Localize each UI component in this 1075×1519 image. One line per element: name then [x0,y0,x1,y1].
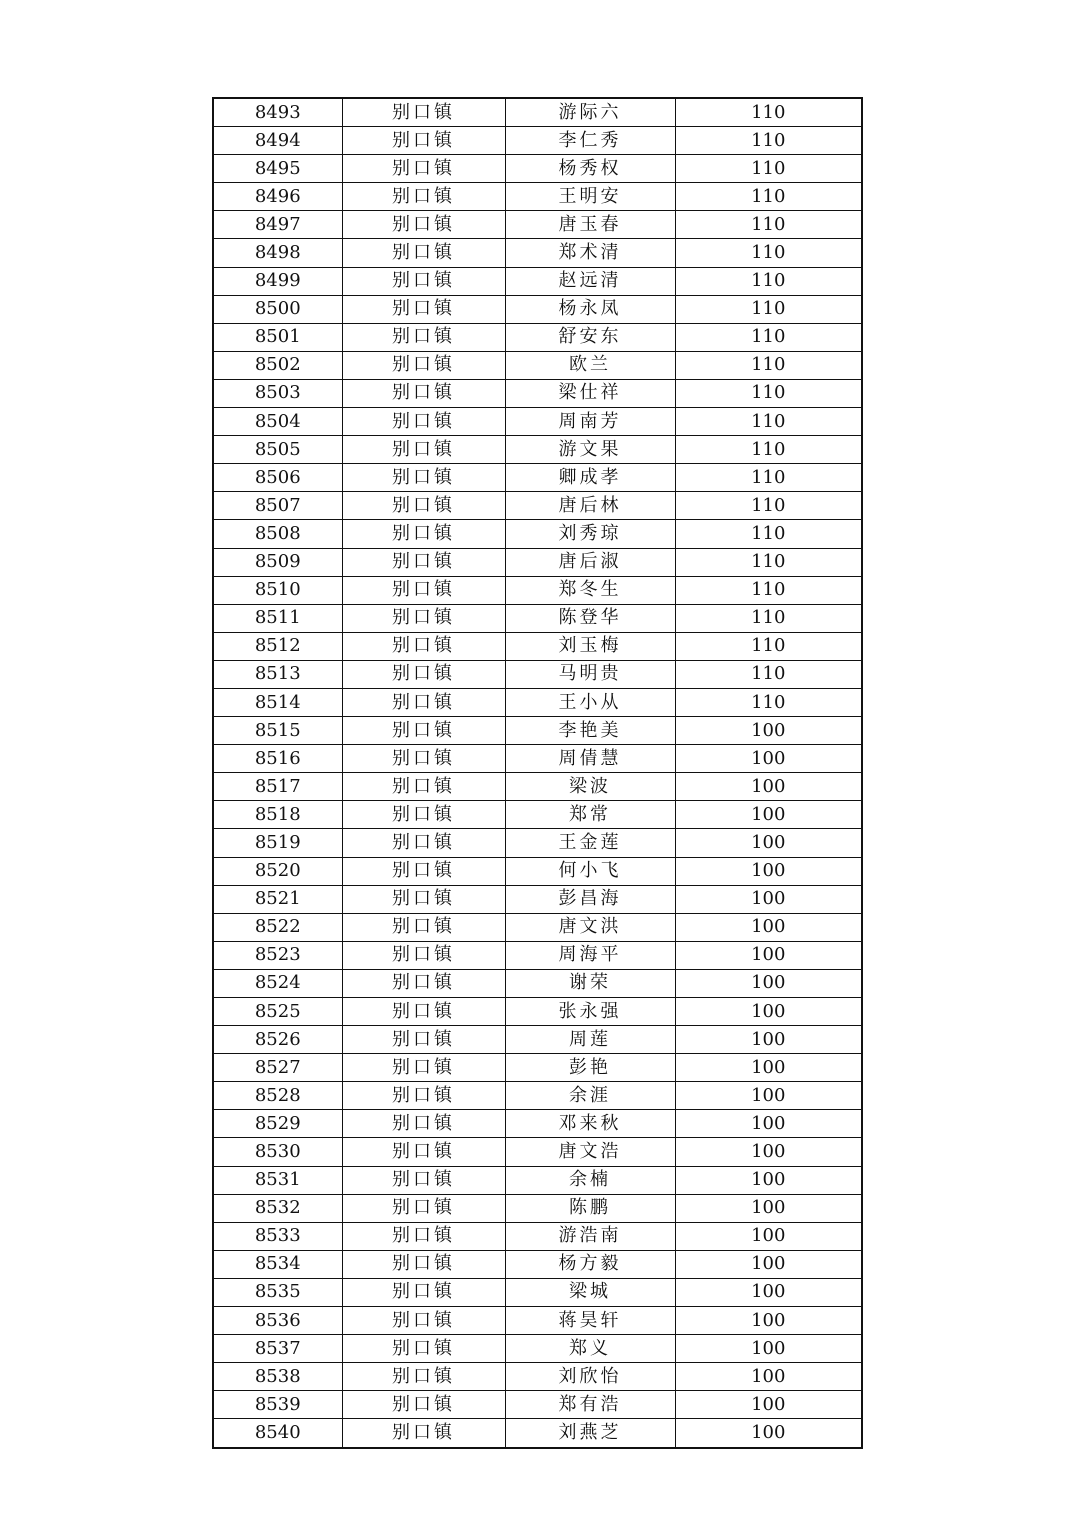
town-cell: 别口镇 [342,604,505,632]
person-name-cell: 郑有浩 [505,1391,675,1419]
serial-number-cell: 8507 [213,492,342,520]
table-row [213,295,862,323]
amount-cell: 100 [675,1363,862,1391]
serial-number-cell: 8496 [213,183,342,211]
table-row [213,436,862,464]
town-cell: 别口镇 [342,323,505,351]
town-cell: 别口镇 [342,913,505,941]
table-row [213,1363,862,1391]
town-cell: 别口镇 [342,98,505,127]
person-name-cell: 彭昌海 [505,885,675,913]
amount-cell: 100 [675,857,862,885]
serial-number-cell: 8518 [213,801,342,829]
town-cell: 别口镇 [342,464,505,492]
table-row [213,127,862,155]
town-cell: 别口镇 [342,576,505,604]
amount-cell: 110 [675,576,862,604]
town-cell: 别口镇 [342,239,505,267]
town-cell: 别口镇 [342,1278,505,1306]
table-row [213,239,862,267]
amount-cell: 110 [675,436,862,464]
serial-number-cell: 8521 [213,885,342,913]
town-cell: 别口镇 [342,717,505,745]
amount-cell: 100 [675,913,862,941]
amount-cell: 100 [675,1419,862,1448]
town-cell: 别口镇 [342,1363,505,1391]
person-name-cell: 赵远清 [505,267,675,295]
table-row [213,717,862,745]
roster-table-body [213,98,862,1448]
town-cell: 别口镇 [342,492,505,520]
table-row [213,1222,862,1250]
table-row [213,969,862,997]
person-name-cell: 陈登华 [505,604,675,632]
town-cell: 别口镇 [342,1307,505,1335]
town-cell: 别口镇 [342,998,505,1026]
town-cell: 别口镇 [342,801,505,829]
person-name-cell: 何小飞 [505,857,675,885]
person-name-cell: 彭艳 [505,1054,675,1082]
person-name-cell: 余涯 [505,1082,675,1110]
town-cell: 别口镇 [342,155,505,183]
serial-number-cell: 8530 [213,1138,342,1166]
town-cell: 别口镇 [342,351,505,379]
town-cell: 别口镇 [342,1026,505,1054]
amount-cell: 110 [675,127,862,155]
amount-cell: 100 [675,1138,862,1166]
table-row [213,941,862,969]
amount-cell: 100 [675,1307,862,1335]
person-name-cell: 杨秀权 [505,155,675,183]
person-name-cell: 李仁秀 [505,127,675,155]
serial-number-cell: 8529 [213,1110,342,1138]
town-cell: 别口镇 [342,829,505,857]
person-name-cell: 郑冬生 [505,576,675,604]
person-name-cell: 游际六 [505,98,675,127]
person-name-cell: 游浩南 [505,1222,675,1250]
serial-number-cell: 8539 [213,1391,342,1419]
town-cell: 别口镇 [342,885,505,913]
amount-cell: 110 [675,183,862,211]
serial-number-cell: 8502 [213,351,342,379]
serial-number-cell: 8519 [213,829,342,857]
table-row [213,1391,862,1419]
serial-number-cell: 8508 [213,520,342,548]
table-row [213,1194,862,1222]
table-row [213,492,862,520]
serial-number-cell: 8534 [213,1250,342,1278]
town-cell: 别口镇 [342,969,505,997]
amount-cell: 100 [675,969,862,997]
town-cell: 别口镇 [342,745,505,773]
amount-cell: 110 [675,688,862,716]
town-cell: 别口镇 [342,773,505,801]
table-row [213,1082,862,1110]
person-name-cell: 蒋昊轩 [505,1307,675,1335]
table-row [213,773,862,801]
amount-cell: 110 [675,239,862,267]
table-row [213,379,862,407]
person-name-cell: 卿成孝 [505,464,675,492]
serial-number-cell: 8525 [213,998,342,1026]
serial-number-cell: 8503 [213,379,342,407]
person-name-cell: 唐后林 [505,492,675,520]
person-name-cell: 唐玉春 [505,211,675,239]
amount-cell: 110 [675,295,862,323]
amount-cell: 110 [675,604,862,632]
amount-cell: 110 [675,492,862,520]
amount-cell: 100 [675,1335,862,1363]
amount-cell: 110 [675,408,862,436]
serial-number-cell: 8526 [213,1026,342,1054]
table-row [213,211,862,239]
table-row [213,998,862,1026]
person-name-cell: 游文果 [505,436,675,464]
table-row [213,688,862,716]
person-name-cell: 刘秀琼 [505,520,675,548]
table-row [213,1307,862,1335]
town-cell: 别口镇 [342,267,505,295]
person-name-cell: 邓来秋 [505,1110,675,1138]
serial-number-cell: 8501 [213,323,342,351]
town-cell: 别口镇 [342,1082,505,1110]
amount-cell: 100 [675,1222,862,1250]
town-cell: 别口镇 [342,688,505,716]
serial-number-cell: 8513 [213,660,342,688]
serial-number-cell: 8532 [213,1194,342,1222]
amount-cell: 100 [675,1082,862,1110]
table-row [213,913,862,941]
table-row [213,351,862,379]
person-name-cell: 陈鹏 [505,1194,675,1222]
serial-number-cell: 8514 [213,688,342,716]
table-row [213,801,862,829]
serial-number-cell: 8537 [213,1335,342,1363]
person-name-cell: 郑义 [505,1335,675,1363]
town-cell: 别口镇 [342,1391,505,1419]
town-cell: 别口镇 [342,1166,505,1194]
person-name-cell: 周海平 [505,941,675,969]
serial-number-cell: 8533 [213,1222,342,1250]
amount-cell: 100 [675,829,862,857]
amount-cell: 110 [675,155,862,183]
amount-cell: 100 [675,1054,862,1082]
town-cell: 别口镇 [342,1250,505,1278]
person-name-cell: 唐文洪 [505,913,675,941]
person-name-cell: 唐文浩 [505,1138,675,1166]
person-name-cell: 李艳美 [505,717,675,745]
town-cell: 别口镇 [342,379,505,407]
serial-number-cell: 8506 [213,464,342,492]
serial-number-cell: 8528 [213,1082,342,1110]
table-row [213,1110,862,1138]
serial-number-cell: 8500 [213,295,342,323]
serial-number-cell: 8515 [213,717,342,745]
person-name-cell: 周南芳 [505,408,675,436]
table-row [213,660,862,688]
serial-number-cell: 8523 [213,941,342,969]
serial-number-cell: 8498 [213,239,342,267]
amount-cell: 100 [675,1110,862,1138]
person-name-cell: 舒安东 [505,323,675,351]
table-row [213,829,862,857]
serial-number-cell: 8540 [213,1419,342,1448]
amount-cell: 100 [675,1391,862,1419]
town-cell: 别口镇 [342,520,505,548]
amount-cell: 110 [675,632,862,660]
person-name-cell: 刘欣怡 [505,1363,675,1391]
town-cell: 别口镇 [342,436,505,464]
serial-number-cell: 8497 [213,211,342,239]
amount-cell: 100 [675,773,862,801]
town-cell: 别口镇 [342,1138,505,1166]
town-cell: 别口镇 [342,1110,505,1138]
amount-cell: 100 [675,1194,862,1222]
serial-number-cell: 8505 [213,436,342,464]
person-name-cell: 郑常 [505,801,675,829]
amount-cell: 100 [675,801,862,829]
amount-cell: 100 [675,1278,862,1306]
table-row [213,1250,862,1278]
serial-number-cell: 8494 [213,127,342,155]
amount-cell: 110 [675,464,862,492]
serial-number-cell: 8512 [213,632,342,660]
person-name-cell: 杨永凤 [505,295,675,323]
amount-cell: 110 [675,379,862,407]
town-cell: 别口镇 [342,127,505,155]
town-cell: 别口镇 [342,1054,505,1082]
table-row [213,1138,862,1166]
serial-number-cell: 8493 [213,98,342,127]
amount-cell: 100 [675,885,862,913]
amount-cell: 110 [675,323,862,351]
table-row [213,1054,862,1082]
table-row [213,1026,862,1054]
person-name-cell: 谢荣 [505,969,675,997]
amount-cell: 100 [675,998,862,1026]
person-name-cell: 余楠 [505,1166,675,1194]
amount-cell: 110 [675,520,862,548]
table-row [213,464,862,492]
person-name-cell: 王金莲 [505,829,675,857]
person-name-cell: 王小从 [505,688,675,716]
amount-cell: 100 [675,1166,862,1194]
table-row [213,548,862,576]
table-row [213,632,862,660]
person-name-cell: 王明安 [505,183,675,211]
serial-number-cell: 8522 [213,913,342,941]
serial-number-cell: 8504 [213,408,342,436]
serial-number-cell: 8509 [213,548,342,576]
town-cell: 别口镇 [342,1222,505,1250]
person-name-cell: 唐后淑 [505,548,675,576]
amount-cell: 100 [675,1026,862,1054]
person-name-cell: 刘燕芝 [505,1419,675,1448]
table-row [213,1335,862,1363]
amount-cell: 100 [675,745,862,773]
amount-cell: 110 [675,211,862,239]
serial-number-cell: 8511 [213,604,342,632]
town-cell: 别口镇 [342,857,505,885]
serial-number-cell: 8510 [213,576,342,604]
table-row [213,408,862,436]
table-row [213,155,862,183]
serial-number-cell: 8499 [213,267,342,295]
table-row [213,183,862,211]
table-row [213,98,862,127]
serial-number-cell: 8516 [213,745,342,773]
serial-number-cell: 8517 [213,773,342,801]
serial-number-cell: 8520 [213,857,342,885]
amount-cell: 110 [675,267,862,295]
amount-cell: 110 [675,351,862,379]
table-row [213,885,862,913]
person-name-cell: 郑术清 [505,239,675,267]
town-cell: 别口镇 [342,1335,505,1363]
serial-number-cell: 8527 [213,1054,342,1082]
table-row [213,604,862,632]
person-name-cell: 周倩慧 [505,745,675,773]
serial-number-cell: 8535 [213,1278,342,1306]
table-row [213,1419,862,1448]
table-row [213,520,862,548]
person-name-cell: 杨方毅 [505,1250,675,1278]
table-row [213,323,862,351]
amount-cell: 100 [675,1250,862,1278]
serial-number-cell: 8495 [213,155,342,183]
person-name-cell: 欧兰 [505,351,675,379]
person-name-cell: 张永强 [505,998,675,1026]
town-cell: 别口镇 [342,632,505,660]
table-row [213,267,862,295]
person-name-cell: 周莲 [505,1026,675,1054]
amount-cell: 100 [675,717,862,745]
table-row [213,857,862,885]
roster-table [212,97,863,1449]
town-cell: 别口镇 [342,211,505,239]
table-row [213,745,862,773]
town-cell: 别口镇 [342,295,505,323]
town-cell: 别口镇 [342,548,505,576]
serial-number-cell: 8531 [213,1166,342,1194]
serial-number-cell: 8538 [213,1363,342,1391]
table-row [213,1278,862,1306]
town-cell: 别口镇 [342,408,505,436]
town-cell: 别口镇 [342,1419,505,1448]
table-row [213,1166,862,1194]
serial-number-cell: 8524 [213,969,342,997]
amount-cell: 110 [675,548,862,576]
town-cell: 别口镇 [342,183,505,211]
person-name-cell: 马明贵 [505,660,675,688]
table-row [213,576,862,604]
person-name-cell: 刘玉梅 [505,632,675,660]
amount-cell: 100 [675,941,862,969]
serial-number-cell: 8536 [213,1307,342,1335]
person-name-cell: 梁城 [505,1278,675,1306]
amount-cell: 110 [675,98,862,127]
person-name-cell: 梁仕祥 [505,379,675,407]
town-cell: 别口镇 [342,1194,505,1222]
town-cell: 别口镇 [342,941,505,969]
town-cell: 别口镇 [342,660,505,688]
person-name-cell: 梁波 [505,773,675,801]
amount-cell: 110 [675,660,862,688]
